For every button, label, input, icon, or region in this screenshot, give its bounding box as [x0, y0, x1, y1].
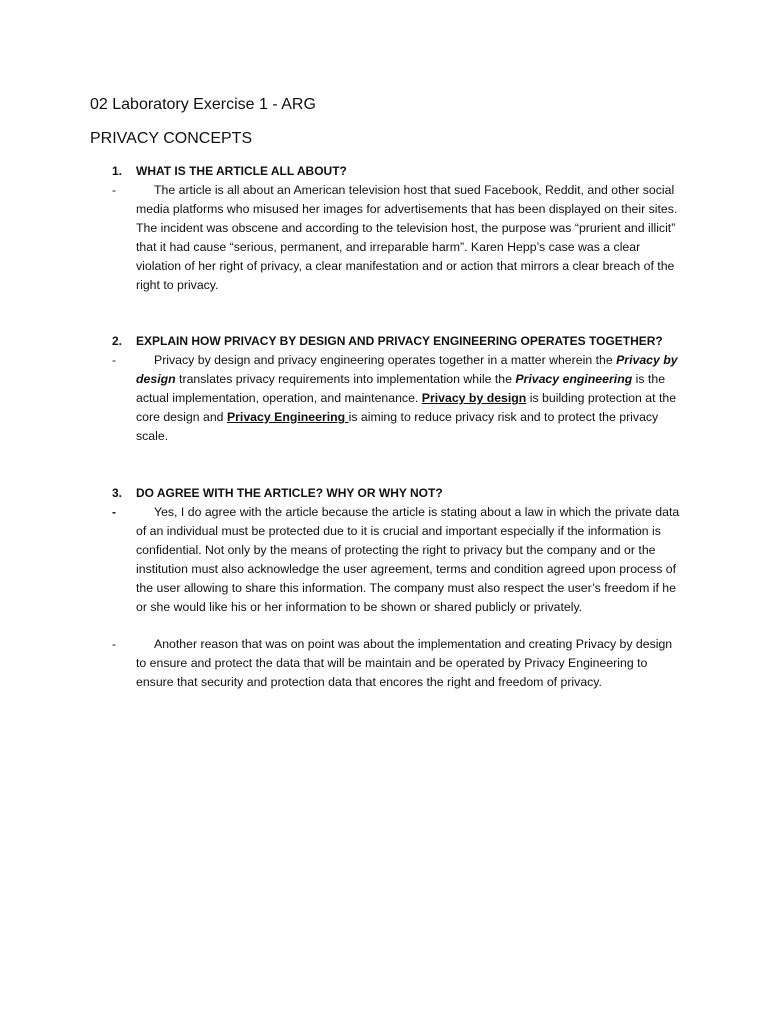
document-title: 02 Laboratory Exercise 1 - ARG [90, 96, 316, 113]
underlined-privacy-engineering: Privacy Engineering [226, 410, 349, 424]
answer-text: The article is all about an American television host that sued Facebook, Reddit, and other social media platforms who misused her images for advertisements that has been displayed on their sites. The incident was obscene and according to the television host, the purpose was “prurient and illicit” that it had cause “serious, permanent, and irreparable harm”. Karen Hepp’s case was a clear violation of her right of privacy, a clear manifestation and or action that mirrors a clear breach of the right to privacy. [136, 183, 678, 292]
question-heading: EXPLAIN HOW PRIVACY BY DESIGN AND PRIVACY ENGINEERING OPERATES TOGETHER? [136, 334, 663, 348]
question-heading: DO AGREE WITH THE ARTICLE? WHY OR WHY NOT? [136, 486, 443, 500]
document-subtitle: PRIVACY CONCEPTS [90, 130, 253, 147]
answer-text: Another reason that was on point was about the implementation and creating Privacy by design to ensure and protect the data that will be maintain and be operated by Privacy Engineering to ensure that security and protection data that encores the right and freedom of privacy. [136, 637, 673, 689]
answer-paragraph [136, 503, 681, 617]
answer-text-part: is building protection at the core design and [136, 391, 677, 424]
question-number: 2. [112, 334, 123, 348]
emphasis-privacy-by-design: Privacy by design [136, 353, 678, 386]
bullet-dash: - [112, 637, 116, 651]
answer-text-part: is aiming to reduce privacy risk and to protect the privacy scale. [136, 410, 659, 443]
answer-text-part: is the actual implementation, operation, and maintenance. [136, 372, 666, 405]
emphasis-privacy-engineering: Privacy engineering [515, 372, 633, 386]
question-heading: WHAT IS THE ARTICLE ALL ABOUT? [136, 164, 347, 178]
answer-paragraph [136, 635, 681, 692]
bullet-dash: - [112, 505, 116, 519]
answer-text-part: translates privacy requirements into implementation while the [175, 372, 516, 386]
answer-text: Yes, I do agree with the article because the article is stating about a law in which the private data of an individual must be protected due to it is crucial and important especially if the information is confidential. Not only by the means of protecting the right to privacy but the company and or the institution must also acknowledge the user agreement, terms and condition agreed upon process of the user allowing to share this information. The company must also respect the user’s freedom if he or she would like his or her information to be shown or shared publicly or privately. [136, 505, 680, 614]
answer-paragraph [136, 181, 681, 295]
underlined-privacy-by-design: Privacy by design [421, 391, 527, 405]
question-number: 1. [112, 164, 123, 178]
bullet-dash: - [112, 183, 116, 197]
answer-paragraph [136, 351, 681, 446]
question-number: 3. [112, 486, 123, 500]
answer-text-part: Privacy by design and privacy engineering operates together in a matter wherein the [154, 353, 617, 367]
bullet-dash: - [112, 353, 116, 367]
